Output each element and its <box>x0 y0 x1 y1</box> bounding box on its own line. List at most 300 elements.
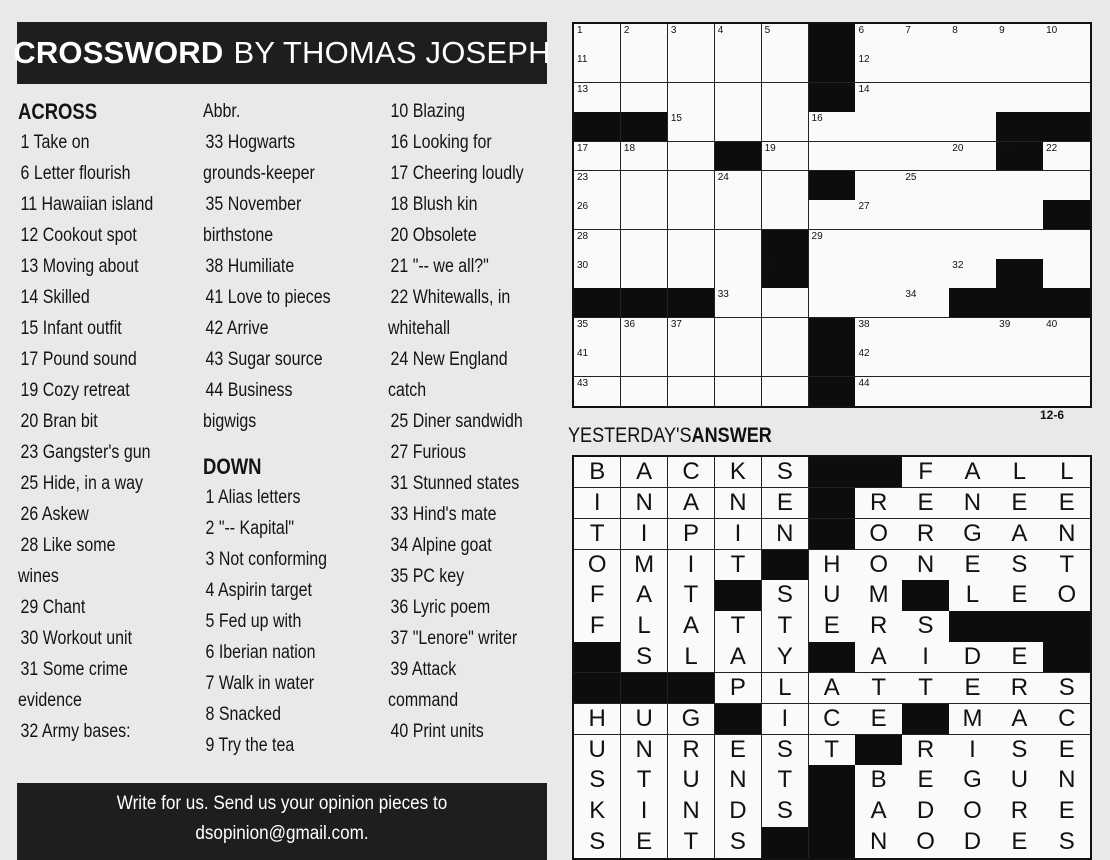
answer-cell: K <box>715 457 762 488</box>
answer-cell: L <box>949 580 996 611</box>
puzzle-cell <box>668 83 715 113</box>
clue: 35 November <box>205 194 302 215</box>
clue-number: 17 <box>577 142 589 154</box>
clue-number: 3 <box>670 25 677 36</box>
answer-cell: D <box>902 796 949 827</box>
puzzle-cell <box>855 259 902 289</box>
puzzle-cell <box>668 259 715 289</box>
puzzle-cell <box>574 142 621 172</box>
clue-continuation: Abbr. <box>203 101 241 122</box>
puzzle-cell <box>855 347 902 377</box>
answer-cell: S <box>1043 827 1090 858</box>
answer-cell: O <box>902 827 949 858</box>
puzzle-cell <box>1043 318 1090 348</box>
clue: 44 Business <box>205 380 293 401</box>
puzzle-cell <box>1043 171 1090 201</box>
clue-number: 16 <box>811 113 823 125</box>
clue-number: 20 <box>952 142 964 154</box>
answer-cell: E <box>715 735 762 766</box>
clue: 22 Whitewalls, in <box>390 287 511 308</box>
black-square <box>855 735 902 766</box>
clue-continuation: whitehall <box>388 318 451 339</box>
black-square <box>809 457 856 488</box>
answer-cell: L <box>996 457 1043 488</box>
puzzle-cell <box>996 377 1043 407</box>
puzzle-cell <box>621 259 668 289</box>
answer-cell: N <box>621 488 668 519</box>
clue: 24 New England <box>390 349 508 370</box>
puzzle-cell <box>902 200 949 230</box>
clue: 36 Lyric poem <box>390 597 491 618</box>
answer-cell: I <box>762 704 809 735</box>
answer-cell: M <box>855 580 902 611</box>
answer-cell: E <box>996 642 1043 673</box>
puzzle-cell <box>996 24 1043 54</box>
clue-number: 1 <box>577 25 583 36</box>
clue-column-1 <box>18 96 186 747</box>
puzzle-cell <box>621 230 668 260</box>
puzzle-cell <box>855 200 902 230</box>
answer-cell: T <box>1043 550 1090 581</box>
puzzle-cell <box>855 288 902 318</box>
answer-cell: E <box>996 827 1043 858</box>
answer-cell: R <box>996 673 1043 704</box>
answer-cell: R <box>902 519 949 550</box>
answer-cell: E <box>1043 796 1090 827</box>
answer-cell: G <box>949 765 996 796</box>
answer-cell: B <box>574 457 621 488</box>
clue: 26 Askew <box>20 504 89 525</box>
puzzle-cell <box>855 53 902 83</box>
black-square <box>949 611 996 642</box>
puzzle-cell <box>902 112 949 142</box>
answer-cell: O <box>855 519 902 550</box>
puzzle-cell <box>762 171 809 201</box>
answer-cell: O <box>855 550 902 581</box>
puzzle-cell <box>715 24 762 54</box>
footer-line-2: dsopinion@gmail.com. <box>195 823 369 844</box>
clue-number: 19 <box>764 142 776 154</box>
clue-number: 43 <box>577 377 589 389</box>
clue: 31 Stunned states <box>390 473 520 494</box>
answer-cell: E <box>855 704 902 735</box>
clue-number: 22 <box>1046 142 1058 154</box>
clue-number: 31 <box>764 260 776 272</box>
answer-cell: E <box>1043 488 1090 519</box>
black-square <box>809 488 856 519</box>
answer-cell: D <box>715 796 762 827</box>
clue: 10 Blazing <box>390 101 466 122</box>
black-square <box>902 704 949 735</box>
black-square <box>715 704 762 735</box>
answer-cell: G <box>949 519 996 550</box>
answer-cell: R <box>902 735 949 766</box>
answer-cell: E <box>762 488 809 519</box>
clue-number: 41 <box>577 348 589 360</box>
answer-grid <box>572 455 1092 860</box>
answer-cell: M <box>949 704 996 735</box>
clue: 39 Attack <box>390 659 457 680</box>
clue: 14 Skilled <box>20 287 90 308</box>
answer-cell: I <box>902 642 949 673</box>
answer-cell: E <box>809 611 856 642</box>
puzzle-cell <box>996 347 1043 377</box>
answer-cell: N <box>715 765 762 796</box>
answer-cell: C <box>668 457 715 488</box>
clue-continuation: wines <box>18 566 59 587</box>
answer-cell: C <box>1043 704 1090 735</box>
answer-cell: T <box>902 673 949 704</box>
puzzle-cell <box>949 142 996 172</box>
clue: 33 Hind's mate <box>390 504 497 525</box>
answer-cell: S <box>762 457 809 488</box>
puzzle-cell <box>996 53 1043 83</box>
puzzle-cell <box>855 377 902 407</box>
clue: 37 "Lenore" writer <box>390 628 518 649</box>
puzzle-cell <box>668 347 715 377</box>
puzzle-cell <box>668 112 715 142</box>
answer-cell: E <box>1043 735 1090 766</box>
puzzle-cell <box>762 347 809 377</box>
puzzle-cell <box>715 112 762 142</box>
puzzle-cell <box>996 200 1043 230</box>
answer-cell: A <box>855 642 902 673</box>
puzzle-cell <box>762 112 809 142</box>
puzzle-cell <box>1043 83 1090 113</box>
clue-number: 32 <box>952 260 964 272</box>
answer-cell: N <box>715 488 762 519</box>
answer-cell: F <box>574 611 621 642</box>
clue-continuation: bigwigs <box>203 411 257 432</box>
answer-cell: N <box>1043 765 1090 796</box>
clue-number: 12 <box>858 54 870 66</box>
answer-cell: T <box>574 519 621 550</box>
black-square <box>855 457 902 488</box>
puzzle-cell <box>855 112 902 142</box>
answer-cell: S <box>1043 673 1090 704</box>
answer-cell: A <box>621 457 668 488</box>
answer-cell: G <box>668 704 715 735</box>
black-square <box>809 347 856 377</box>
puzzle-cell <box>1043 347 1090 377</box>
clue: 31 Some crime <box>20 659 128 680</box>
black-square <box>574 288 621 318</box>
answer-cell: L <box>621 611 668 642</box>
black-square <box>574 673 621 704</box>
clue-number: 30 <box>577 260 589 272</box>
puzzle-cell <box>996 171 1043 201</box>
clue-number: 42 <box>858 348 870 360</box>
answer-cell: S <box>762 580 809 611</box>
black-square <box>762 230 809 260</box>
answer-cell: S <box>715 827 762 858</box>
clue-continuation: command <box>388 690 459 711</box>
answer-cell: E <box>621 827 668 858</box>
clue: 34 Alpine goat <box>390 535 492 556</box>
black-square <box>809 796 856 827</box>
puzzle-cell <box>762 377 809 407</box>
answer-cell: C <box>809 704 856 735</box>
puzzle-cell <box>855 171 902 201</box>
clue-number: 39 <box>999 318 1011 330</box>
puzzle-cell <box>949 53 996 83</box>
answer-cell: N <box>1043 519 1090 550</box>
clue-number: 10 <box>1046 25 1058 36</box>
puzzle-cell <box>902 53 949 83</box>
clue: 38 Humiliate <box>205 256 295 277</box>
clue: 20 Bran bit <box>20 411 98 432</box>
black-square <box>996 259 1043 289</box>
clue: 3 Not conforming <box>205 549 328 570</box>
puzzle-cell <box>715 288 762 318</box>
black-square <box>762 827 809 858</box>
answer-cell: L <box>668 642 715 673</box>
puzzle-grid <box>572 22 1092 408</box>
down-heading: DOWN <box>203 454 262 479</box>
answer-cell: S <box>902 611 949 642</box>
answer-cell: M <box>621 550 668 581</box>
puzzle-cell <box>574 53 621 83</box>
black-square <box>1043 200 1090 230</box>
black-square <box>996 611 1043 642</box>
answer-cell: A <box>715 642 762 673</box>
puzzle-cell <box>621 53 668 83</box>
puzzle-cell <box>996 83 1043 113</box>
answer-cell: N <box>902 550 949 581</box>
across-heading: ACROSS <box>18 99 98 124</box>
answer-cell: O <box>949 796 996 827</box>
puzzle-cell <box>902 230 949 260</box>
answer-cell: R <box>855 488 902 519</box>
black-square <box>574 112 621 142</box>
clue: 18 Blush kin <box>390 194 478 215</box>
puzzle-cell <box>762 24 809 54</box>
answer-cell: A <box>996 704 1043 735</box>
clue: 33 Hogwarts <box>205 132 296 153</box>
clue: 41 Love to pieces <box>205 287 331 308</box>
puzzle-cell <box>621 83 668 113</box>
answer-cell: T <box>621 765 668 796</box>
clue-number: 11 <box>577 54 588 66</box>
puzzle-cell <box>809 259 856 289</box>
clue-number: 37 <box>670 318 682 330</box>
black-square <box>809 24 856 54</box>
answer-cell: T <box>715 550 762 581</box>
puzzle-cell <box>809 112 856 142</box>
puzzle-cell <box>902 288 949 318</box>
clue: 11 Hawaiian island <box>20 194 154 215</box>
clue-number: 25 <box>905 171 917 183</box>
answer-cell: T <box>715 611 762 642</box>
answer-cell: U <box>621 704 668 735</box>
puzzle-cell <box>996 318 1043 348</box>
clue-column-2 <box>203 96 371 761</box>
answer-cell: A <box>996 519 1043 550</box>
black-square <box>809 171 856 201</box>
black-square <box>809 53 856 83</box>
black-square <box>668 288 715 318</box>
answer-cell: T <box>762 611 809 642</box>
puzzle-cell <box>668 318 715 348</box>
clue: 15 Infant outfit <box>20 318 122 339</box>
clue: 17 Pound sound <box>20 349 137 370</box>
puzzle-cell <box>855 318 902 348</box>
puzzle-cell <box>855 230 902 260</box>
puzzle-cell <box>762 142 809 172</box>
black-square <box>1043 288 1090 318</box>
clue-number: 18 <box>623 142 636 154</box>
answer-cell: N <box>855 827 902 858</box>
answer-cell: H <box>809 550 856 581</box>
black-square <box>621 288 668 318</box>
black-square <box>809 377 856 407</box>
clue-number: 44 <box>858 377 870 389</box>
answer-cell: A <box>668 611 715 642</box>
puzzle-cell <box>949 259 996 289</box>
answer-cell: D <box>949 827 996 858</box>
puzzle-cell <box>902 142 949 172</box>
puzzle-cell <box>574 171 621 201</box>
clue-number: 21 <box>999 142 1011 154</box>
clue-number: 27 <box>858 201 870 213</box>
puzzle-cell <box>668 53 715 83</box>
puzzle-cell <box>1043 24 1090 54</box>
black-square <box>621 673 668 704</box>
clue-number: 34 <box>905 289 917 301</box>
clue: 43 Sugar source <box>205 349 323 370</box>
puzzle-cell <box>668 24 715 54</box>
clue-continuation: catch <box>388 380 427 401</box>
clue: 5 Fed up with <box>205 611 302 632</box>
puzzle-cell <box>1043 259 1090 289</box>
clue-continuation: birthstone <box>203 225 274 246</box>
puzzle-cell <box>902 347 949 377</box>
puzzle-cell <box>762 53 809 83</box>
answer-cell: S <box>996 550 1043 581</box>
answer-cell: T <box>855 673 902 704</box>
puzzle-cell <box>902 83 949 113</box>
puzzle-cell <box>621 142 668 172</box>
puzzle-cell <box>762 200 809 230</box>
answer-cell: L <box>1043 457 1090 488</box>
puzzle-cell <box>949 112 996 142</box>
answer-cell: E <box>996 580 1043 611</box>
puzzle-cell <box>621 171 668 201</box>
clue-number: 24 <box>717 171 729 183</box>
answer-title-plain: YESTERDAY'S <box>568 424 692 447</box>
clue-number: 26 <box>577 201 589 213</box>
answer-cell: S <box>621 642 668 673</box>
answer-cell: I <box>715 519 762 550</box>
puzzle-cell <box>809 288 856 318</box>
clue: 6 Iberian nation <box>205 642 316 663</box>
clue: 40 Print units <box>390 721 484 742</box>
puzzle-cell <box>855 24 902 54</box>
black-square <box>996 142 1043 172</box>
puzzle-cell <box>715 171 762 201</box>
title-bold: CROSSWORD <box>13 35 224 70</box>
answer-cell: S <box>996 735 1043 766</box>
clue: 32 Army bases: <box>20 721 131 742</box>
clue-continuation: grounds-keeper <box>203 163 315 184</box>
black-square <box>668 673 715 704</box>
answer-cell: E <box>996 488 1043 519</box>
puzzle-cell <box>715 230 762 260</box>
puzzle-cell <box>668 230 715 260</box>
clue: 16 Looking for <box>390 132 492 153</box>
black-square <box>762 550 809 581</box>
clue-column-3 <box>388 96 556 747</box>
clue: 42 Arrive <box>205 318 269 339</box>
clue: 25 Diner sandwidh <box>390 411 523 432</box>
puzzle-cell <box>574 318 621 348</box>
black-square <box>1043 112 1090 142</box>
puzzle-cell <box>762 83 809 113</box>
answer-cell: I <box>621 519 668 550</box>
clue-number: 28 <box>577 230 589 242</box>
clue: 17 Cheering loudly <box>390 163 524 184</box>
clue: 12 Cookout spot <box>20 225 137 246</box>
answer-cell: I <box>621 796 668 827</box>
puzzle-cell <box>574 200 621 230</box>
puzzle-cell <box>949 318 996 348</box>
puzzle-cell <box>762 288 809 318</box>
black-square <box>996 288 1043 318</box>
black-square <box>574 642 621 673</box>
clue: 19 Cozy retreat <box>20 380 130 401</box>
clue-number: 13 <box>577 83 589 95</box>
answer-cell: U <box>668 765 715 796</box>
answer-cell: U <box>996 765 1043 796</box>
puzzle-cell <box>1043 377 1090 407</box>
title-byline: BY THOMAS JOSEPH <box>233 35 551 70</box>
answer-cell: E <box>902 765 949 796</box>
clue: 25 Hide, in a way <box>20 473 143 494</box>
answer-cell: P <box>668 519 715 550</box>
puzzle-cell <box>574 230 621 260</box>
puzzle-date: 12-6 <box>1040 408 1065 422</box>
black-square <box>809 765 856 796</box>
answer-cell: F <box>902 457 949 488</box>
puzzle-cell <box>902 259 949 289</box>
puzzle-cell <box>715 347 762 377</box>
puzzle-cell <box>949 200 996 230</box>
answer-cell: L <box>762 673 809 704</box>
puzzle-cell <box>949 347 996 377</box>
puzzle-cell <box>902 377 949 407</box>
puzzle-cell <box>668 142 715 172</box>
puzzle-cell <box>715 83 762 113</box>
puzzle-cell <box>902 171 949 201</box>
clue: 4 Aspirin target <box>205 580 312 601</box>
black-square <box>762 259 809 289</box>
black-square <box>715 142 762 172</box>
puzzle-cell <box>855 142 902 172</box>
clue: 29 Chant <box>20 597 86 618</box>
answer-cell: R <box>996 796 1043 827</box>
answer-cell: Y <box>762 642 809 673</box>
answer-title-bold: ANSWER <box>691 424 772 447</box>
clue: 8 Snacked <box>205 704 281 725</box>
clue: 7 Walk in water <box>205 673 315 694</box>
black-square <box>809 318 856 348</box>
puzzle-cell <box>715 200 762 230</box>
clue-number: 9 <box>999 25 1005 36</box>
clue-number: 29 <box>811 230 823 242</box>
answer-cell: A <box>621 580 668 611</box>
answer-cell: N <box>762 519 809 550</box>
answer-cell: S <box>762 796 809 827</box>
